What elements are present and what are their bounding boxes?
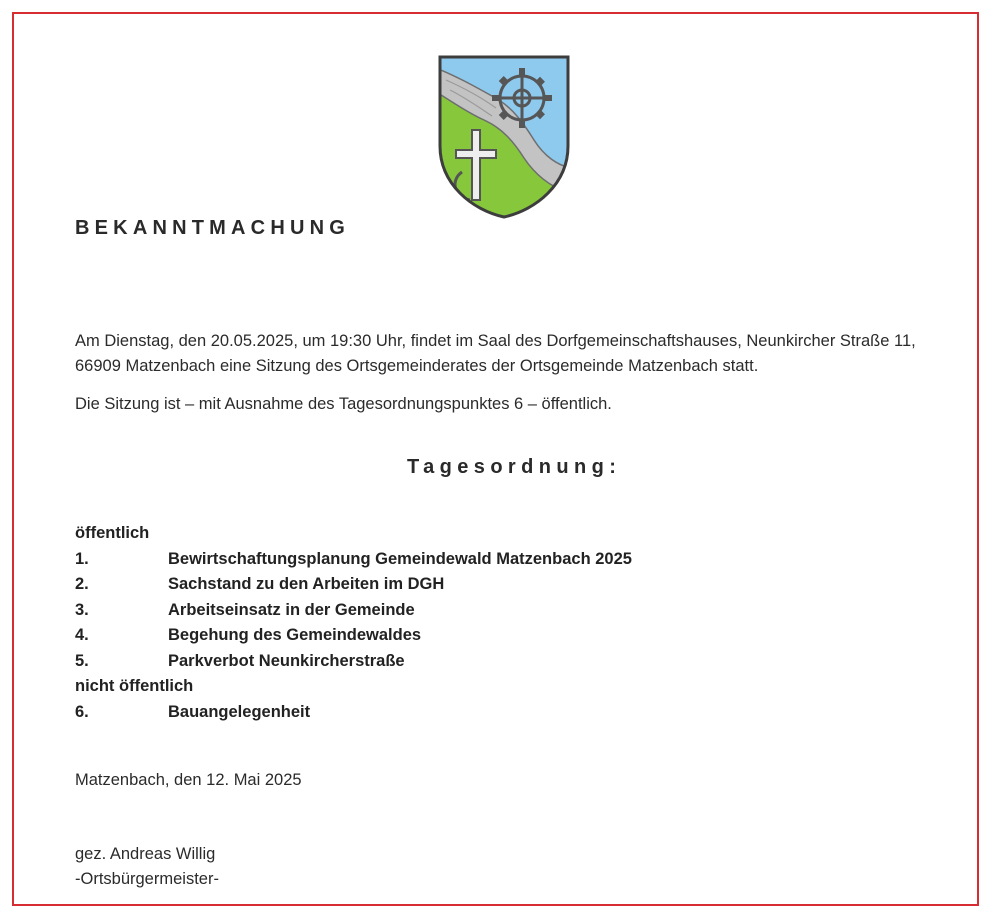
agenda-item: [75, 598, 632, 624]
signatory-role: -Ortsbürgermeister-: [75, 870, 219, 888]
signature-block: [75, 842, 219, 892]
agenda-item-text: Bewirtschaftungsplanung Gemeindewald Matzenbach 2025: [168, 549, 632, 568]
coat-of-arms-icon: [436, 54, 572, 220]
agenda-item-number: 1.: [75, 549, 89, 568]
agenda-item-number: 4.: [75, 626, 89, 644]
signatory-name: gez. Andreas Willig: [75, 845, 216, 863]
agenda-item: [75, 649, 632, 675]
meeting-announcement-text: Am Dienstag, den 20.05.2025, um 19:30 Uhr, findet im Saal des Dorfgemeinschaftshauses, Neunkircher Straße 11, 66909 Matzenbach eine Sitzung des Ortsgemeinderates der Ortsgemeinde Matzenbach statt.: [75, 332, 916, 375]
agenda-item: [75, 572, 632, 598]
agenda-item: [75, 700, 632, 726]
agenda-item-number: 2.: [75, 575, 89, 593]
agenda-item-text: Sachstand zu den Arbeiten im DGH: [168, 575, 445, 593]
agenda-item-number: 5.: [75, 651, 89, 670]
agenda-nonpublic-label: nicht öffentlich: [75, 677, 194, 695]
place-and-date: Matzenbach, den 12. Mai 2025: [75, 771, 302, 789]
agenda-item-number: 3.: [75, 600, 89, 619]
agenda-item-text: Bauangelegenheit: [168, 702, 311, 721]
agenda-public-label: öffentlich: [75, 524, 150, 542]
agenda-list: [75, 521, 632, 725]
agenda-item: [75, 547, 632, 573]
agenda-item-text: Arbeitseinsatz in der Gemeinde: [168, 600, 415, 619]
notice-heading: BEKANNTMACHUNG: [75, 217, 351, 239]
agenda-item: [75, 623, 632, 649]
agenda-item-text: Parkverbot Neunkircherstraße: [168, 651, 405, 670]
public-session-note: Die Sitzung ist – mit Ausnahme des Tagesordnungspunktes 6 – öffentlich.: [75, 395, 612, 413]
agenda-item-text: Begehung des Gemeindewaldes: [168, 626, 422, 644]
agenda-title: Tagesordnung:: [407, 456, 622, 478]
agenda-item-number: 6.: [75, 702, 89, 721]
